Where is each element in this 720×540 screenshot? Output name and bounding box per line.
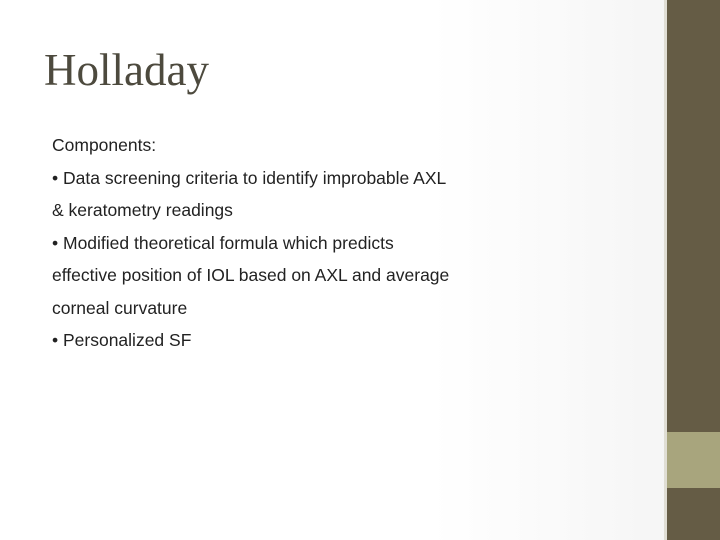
body-line: • Modified theoretical formula which predicts xyxy=(52,232,394,253)
body-line: effective position of IOL based on AXL and average xyxy=(52,265,450,285)
body-line: • Personalized SF xyxy=(52,330,192,350)
slide-title: Holladay xyxy=(44,45,209,95)
body-line: corneal curvature xyxy=(52,297,188,318)
slide-body xyxy=(52,129,532,357)
body-line-heading: Components: xyxy=(52,135,157,155)
sidebar-band-bottom xyxy=(667,488,720,540)
body-line: & keratometry readings xyxy=(52,200,233,220)
body-line: • Data screening criteria to identify improbable AXL xyxy=(52,167,447,188)
sidebar-band-top xyxy=(667,0,720,432)
sidebar-band-accent xyxy=(667,432,720,488)
